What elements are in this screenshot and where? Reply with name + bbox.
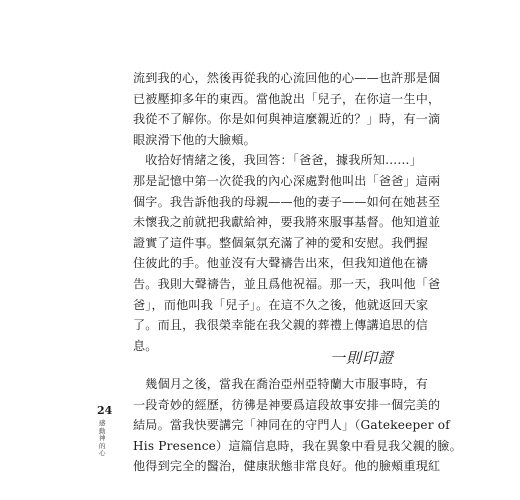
text-line: 眼淚滑下他的大臉頰。 [133,132,256,147]
text-line: 一段奇妙的經歷，彷彿是神要爲這段故事安排一個完美的 [133,397,441,412]
text-line: 結局。當我快要講完「神同在的守門人」（Gatekeeper of [133,418,450,433]
text-line: 告。我則大聲禱告，並且爲他祝福。那一天，我叫他「爸 [133,277,441,291]
page-number: 24 [97,404,113,417]
text-line: 他得到完全的醫治，健康狀態非常良好。他的臉頰重現紅 [133,459,441,474]
text-line: 幾個月之後，當我在喬治亞州亞特蘭大市服事時，有 [133,377,429,391]
text-line: 證實了這件事。整個氣氛充滿了神的愛和安慰。我們握 [133,235,429,250]
text-line: 那是記憶中第一次從我的內心深處對他叫出「爸爸」這兩 [133,174,441,188]
text-line: 了。而且，我很榮幸能在我父親的葬禮上傳講追思的信 [133,318,429,333]
text-line: 流到我的心，然後再從我的心流回他的心——也許那是個 [133,71,441,85]
text-line: 收拾好情緒之後，我回答：「爸爸，據我所知……」 [133,153,423,168]
section-heading: 一則印證 [329,349,394,367]
running-title: 感動神的心 [99,419,106,457]
text-line: 我從不了解你。你是如何與神這麼親近的？」時，有一滴 [133,112,441,127]
text-line: 息。 [133,338,158,353]
text-line: 未懷我之前就把我獻給神，要我將來服事基督。他知道並 [133,215,441,230]
text-line: 個字。我告訴他我的母親——他的妻子——如何在她甚至 [133,194,441,209]
text-line: 住彼此的手。他並沒有大聲禱告出來，但我知道他在禱 [133,256,429,271]
text-line: 已被壓抑多年的東西。當他說出「兒子，在你這一生中， [133,91,441,106]
text-line: 爸」，而他叫我「兒子」。在這不久之後，他就返回天家 [133,297,429,312]
text-line: His Presence）這篇信息時，我在異象中看見我父親的臉。 [133,438,462,453]
